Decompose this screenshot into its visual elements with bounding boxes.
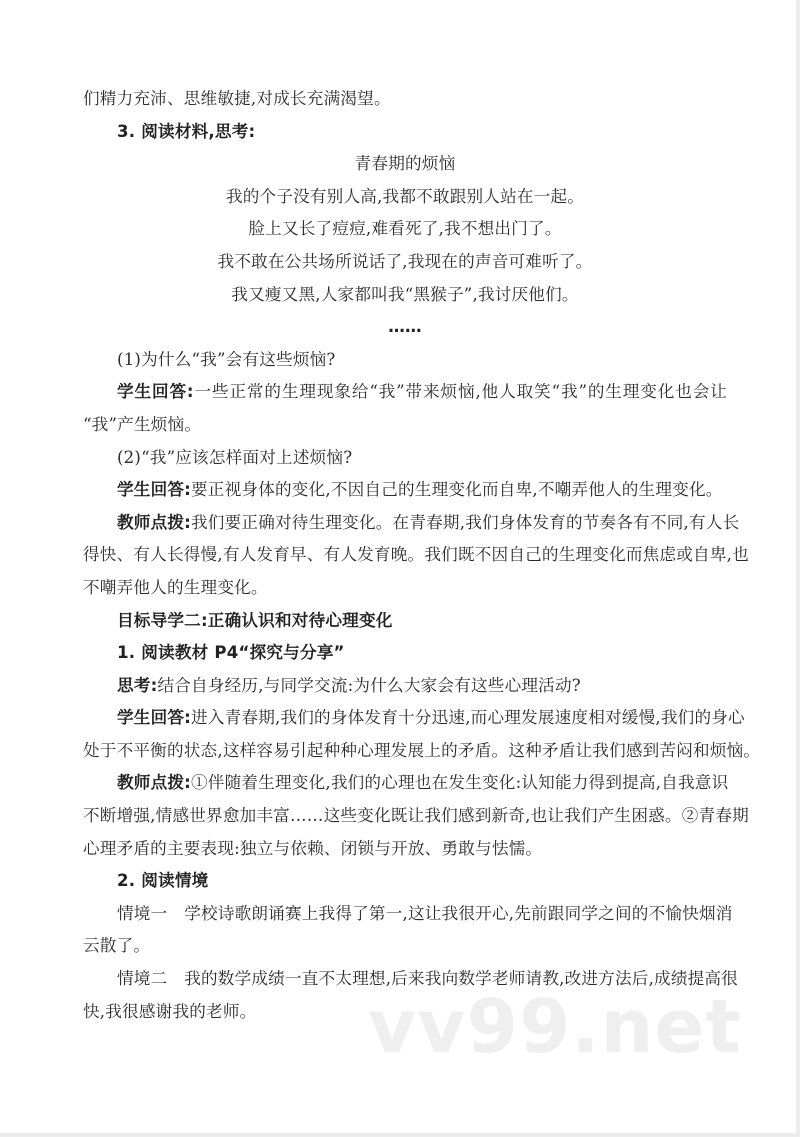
poem-line-text: 脸上又长了痘痘,难看死了,我不想出门了。 (248, 219, 562, 239)
heading-text: 1. 阅读教材 P4“探究与分享” (117, 643, 345, 663)
section-heading-goal-2 (83, 605, 727, 638)
poem-ellipsis (83, 311, 727, 344)
answer-text: “我”产生烦恼。 (83, 414, 202, 434)
teacher-guidance-2-cont (83, 833, 727, 866)
answer-text: 处于不平衡的状态,这样容易引起种种心理发展上的矛盾。这种矛盾让我们感到苦闷和烦恼。 (83, 740, 761, 760)
guidance-text: 我们要正确对待生理变化。在青春期,我们身体发育的节奏各有不同,有人长 (191, 512, 740, 532)
section-heading-read-material (83, 116, 727, 149)
question-2 (83, 442, 727, 475)
question-text: (1)为什么“我”会有这些烦恼? (117, 349, 336, 369)
guidance-label: 教师点拨: (117, 773, 192, 793)
student-answer-1 (83, 376, 727, 409)
student-answer-3-cont (83, 735, 761, 768)
answer-text: 一些正常的生理现象给“我”带来烦恼,他人取笑“我”的生理变化也会让 (193, 382, 727, 402)
scenario-text: 我的数学成绩一直不太理想,后来我向数学老师请教,改进方法后,成绩提高很 (184, 969, 739, 989)
teacher-guidance-2-cont (83, 800, 749, 833)
poem-line (83, 181, 727, 214)
teacher-guidance-1-cont (83, 539, 749, 572)
question-text: (2)“我”应该怎样面对上述烦恼? (117, 447, 353, 467)
poem-line (83, 213, 727, 246)
section-heading-read-scenario (83, 865, 727, 898)
scenario-1-cont (83, 930, 727, 963)
ellipsis-text: …… (388, 317, 422, 337)
scenario-text: 学校诗歌朗诵赛上我得了第一,这让我很开心,先前跟同学之间的不愉快烟消 (184, 903, 733, 923)
guidance-label: 教师点拨: (117, 512, 192, 532)
student-answer-2 (83, 474, 727, 507)
answer-text: 要正视身体的变化,不因自己的生理变化而自卑,不嘲弄他人的生理变化。 (191, 480, 723, 500)
poem-line (83, 279, 727, 312)
heading-text: 3. 阅读材料,思考: (117, 121, 256, 141)
poem-title-text: 青春期的烦恼 (354, 154, 456, 174)
guidance-text: 不嘲弄他人的生理变化。 (83, 577, 268, 597)
think-prompt (83, 670, 727, 703)
watermark: vv99.net (368, 984, 742, 1070)
guidance-text: 不断增强,情感世界愈加丰富……这些变化既让我们感到新奇,也让我们产生困惑。②青春期 (83, 806, 749, 826)
poem-line-text: 我不敢在公共场所说话了,我现在的声音可难听了。 (217, 251, 593, 271)
scenario-1 (83, 898, 733, 931)
student-answer-1-cont (83, 409, 727, 442)
section-heading-read-textbook (83, 637, 727, 670)
teacher-guidance-1 (83, 507, 740, 540)
scenario-text: 云散了。 (83, 936, 151, 956)
heading-text: 目标导学二:正确认识和对待心理变化 (117, 610, 393, 630)
guidance-text: 得快、有人长得慢,有人发育早、有人发育晚。我们既不因自己的生理变化而焦虑或自卑,也 (83, 545, 749, 565)
think-text: 结合自身经历,与同学交流:为什么大家会有这些心理活动? (157, 675, 581, 695)
scenario-text: 快,我很感谢我的老师。 (83, 1001, 257, 1021)
poem-line-text: 我的个子没有别人高,我都不敢跟别人站在一起。 (225, 186, 585, 206)
scenario-label: 情境二 (117, 969, 168, 989)
question-1 (83, 344, 727, 377)
poem-line-text: 我又瘦又黑,人家都叫我“黑猴子”,我讨厌他们。 (231, 284, 579, 304)
answer-label: 学生回答: (117, 382, 194, 402)
teacher-guidance-2 (83, 767, 727, 800)
text: 们精力充沛、思维敏捷,对成长充满渴望。 (83, 89, 391, 108)
guidance-text: 心理矛盾的主要表现:独立与依赖、闭锁与开放、勇敢与怯懦。 (83, 838, 543, 858)
poem-title (83, 148, 727, 181)
think-label: 思考: (117, 675, 158, 695)
paragraph-continuation (83, 83, 727, 116)
scenario-label: 情境一 (117, 903, 168, 923)
heading-text: 2. 阅读情境 (117, 871, 209, 891)
answer-label: 学生回答: (117, 480, 192, 500)
poem-line (83, 246, 727, 279)
teacher-guidance-1-cont (83, 572, 727, 605)
guidance-text: ①伴随着生理变化,我们的心理也在发生变化:认知能力得到提高,自我意识 (191, 773, 729, 793)
answer-label: 学生回答: (117, 708, 192, 728)
answer-text: 进入青春期,我们的身体发育十分迅速,而心理发展速度相对缓慢,我们的身心 (191, 708, 745, 728)
student-answer-3 (83, 702, 745, 735)
